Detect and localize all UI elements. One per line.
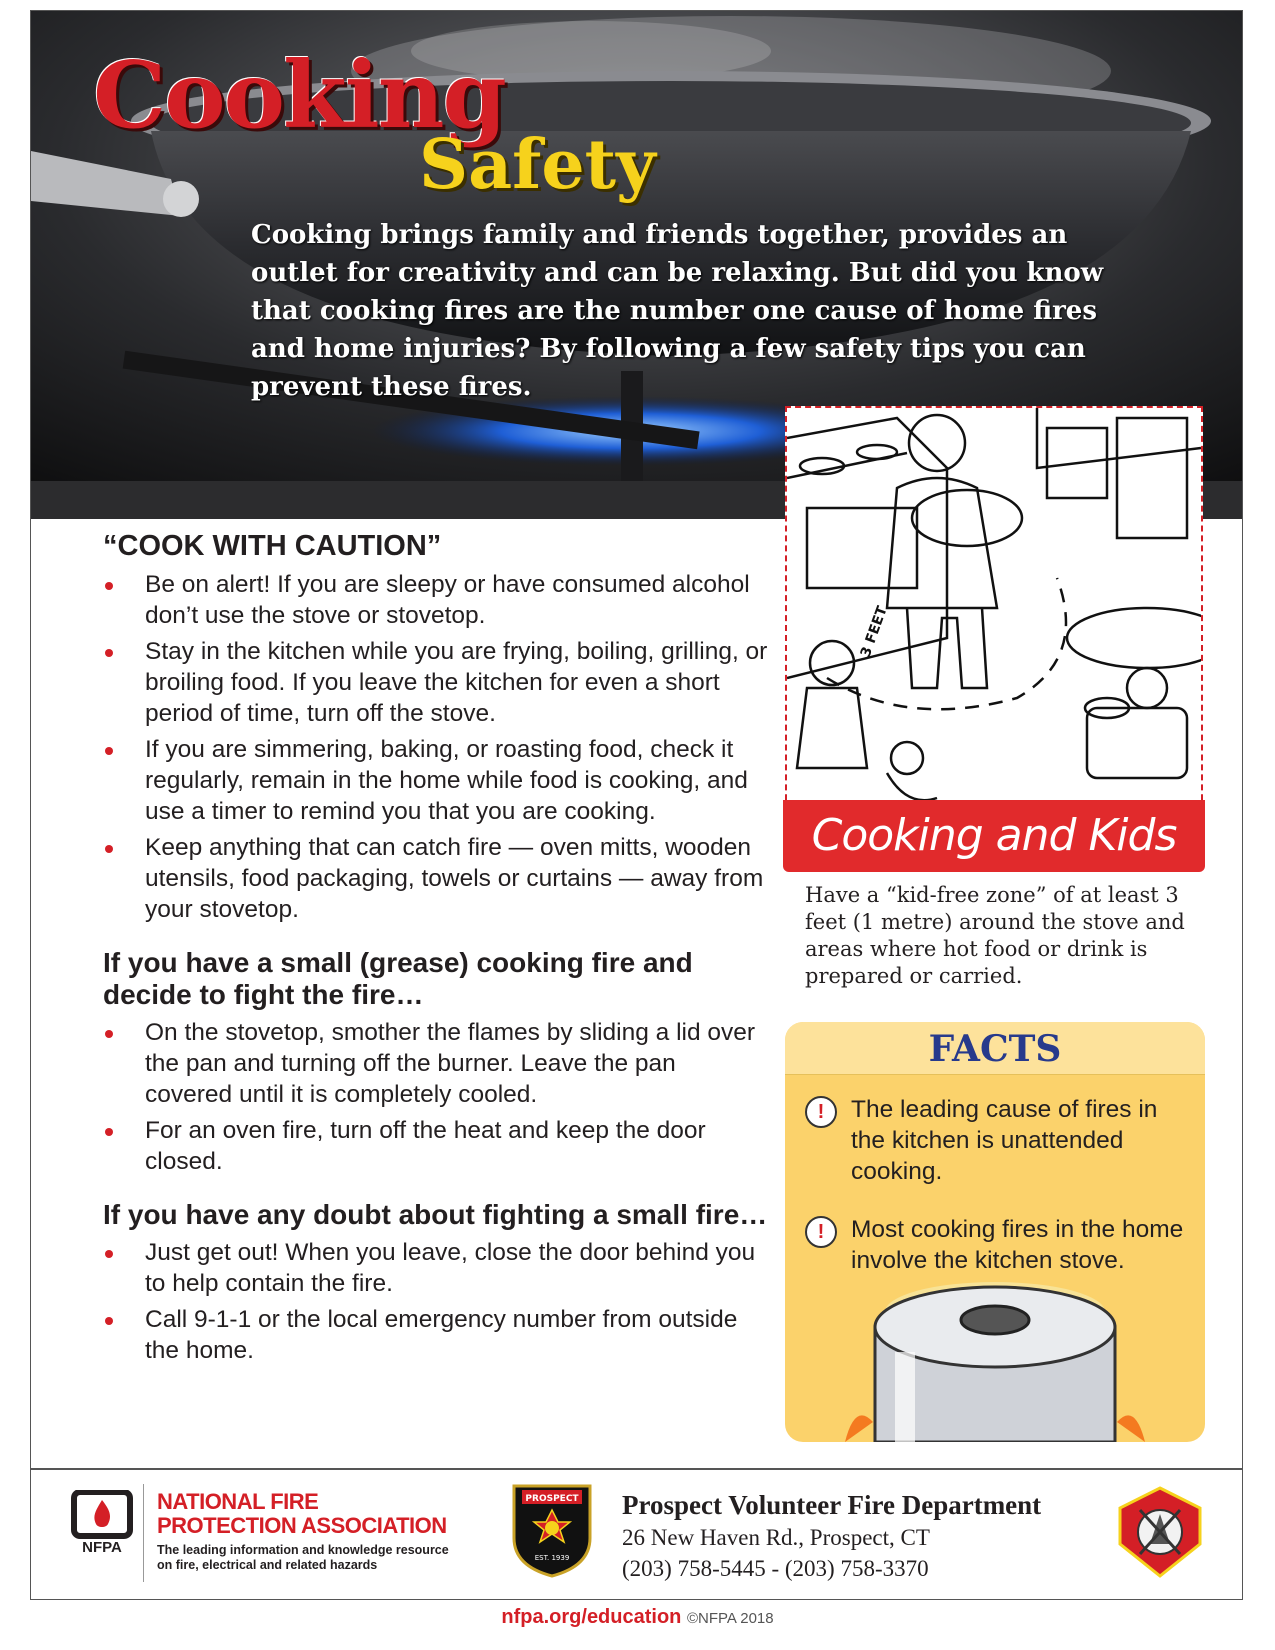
nfpa-logo-icon: [70, 1490, 134, 1554]
fact-text: Most cooking fires in the home involve the kitchen stove.: [851, 1216, 1184, 1274]
nfpa-tagline: The leading information and knowledge resource on fire, electrical and related hazards: [157, 1543, 449, 1572]
fact-text: The leading cause of fires in the kitchen is unattended cooking.: [851, 1096, 1158, 1185]
badge-text: PROSPECT: [525, 1494, 579, 1504]
caution-tips-list: [103, 569, 768, 925]
prospect-fire-badge-icon: [510, 1482, 594, 1578]
list-item: Stay in the kitchen while you are frying, boiling, grilling, or broiling food. If you leave the kitchen for even a short period of time, turn off the stove.: [103, 636, 768, 729]
list-item: Keep anything that can catch fire — oven mitts, wooden utensils, food packaging, towels or curtains — away from your stovetop.: [103, 832, 768, 925]
list-item: For an oven fire, turn off the heat and keep the door closed.: [103, 1115, 768, 1177]
kid-free-zone-text: Have a “kid-free zone” of at least 3 feet (1 metre) around the stove and areas where hot food or drink is prepared or carried.: [805, 883, 1185, 988]
fire-department-patch-icon: [1112, 1484, 1208, 1580]
doubt-heading: If you have any doubt about fighting a small fire…: [103, 1199, 768, 1230]
education-link[interactable]: nfpa.org/education: [501, 1606, 682, 1628]
department-name: Prospect Volunteer Fire Department: [622, 1490, 1042, 1520]
title-cooking: Cooking: [93, 41, 505, 149]
fact-item: [805, 1214, 1195, 1276]
nfpa-name-line1: NATIONAL FIRE: [157, 1489, 319, 1514]
list-item: If you are simmering, baking, or roasting food, check it regularly, remain in the home while food is cooking, and use a timer to remind you that you are cooking.: [103, 734, 768, 827]
distance-label: 3 FEET: [857, 604, 891, 660]
footer-credit: [0, 1606, 1275, 1629]
footer-vertical-divider: [143, 1484, 144, 1582]
department-address: 26 New Haven Rd., Prospect, CT: [622, 1525, 930, 1550]
tips-column: [103, 530, 768, 1371]
list-item: Call 9-1-1 or the local emergency number from outside the home.: [103, 1304, 768, 1366]
nfpa-name-line2: PROTECTION ASSOCIATION: [157, 1513, 447, 1538]
nfpa-abbr: NFPA: [82, 1539, 122, 1554]
badge-est: EST. 1939: [534, 1554, 570, 1562]
nfpa-name: [157, 1490, 447, 1538]
doubt-tips-list: [103, 1237, 768, 1366]
list-item: On the stovetop, smother the flames by sliding a lid over the pan and turning off the burner. Leave the pan covered until it is completely cooled.: [103, 1017, 768, 1110]
cooking-and-kids-banner: Cooking and Kids: [783, 800, 1205, 872]
department-phones: (203) 758-5445 - (203) 758-3370: [622, 1556, 929, 1581]
list-item: Just get out! When you leave, close the door behind you to help contain the fire.: [103, 1237, 768, 1299]
footer-divider: [31, 1468, 1242, 1470]
fact-item: [805, 1094, 1195, 1187]
facts-heading: FACTS: [785, 1022, 1205, 1075]
copyright-text: ©NFPA 2018: [686, 1610, 774, 1627]
intro-paragraph: Cooking brings family and friends together, provides an outlet for creativity and can be relaxing. But did you know that cooking fires are the number one cause of home fires and home injuries? By following a few safety tips you can prevent these fires.: [251, 220, 1104, 402]
exclamation-icon: !: [805, 1216, 837, 1248]
exclamation-icon: !: [805, 1096, 837, 1128]
stove-pot-icon: [785, 1272, 1205, 1442]
facts-box: [785, 1022, 1205, 1442]
cook-with-caution-heading: “COOK WITH CAUTION”: [103, 530, 442, 562]
list-item: Be on alert! If you are sleepy or have consumed alcohol don’t use the stove or stovetop.: [103, 569, 768, 631]
kid-free-zone-drawing: [787, 408, 1201, 808]
title-safety: Safety: [419, 125, 656, 205]
grease-fire-tips-list: [103, 1017, 768, 1177]
grease-fire-heading: If you have a small (grease) cooking fire and decide to fight the fire…: [103, 947, 693, 1010]
